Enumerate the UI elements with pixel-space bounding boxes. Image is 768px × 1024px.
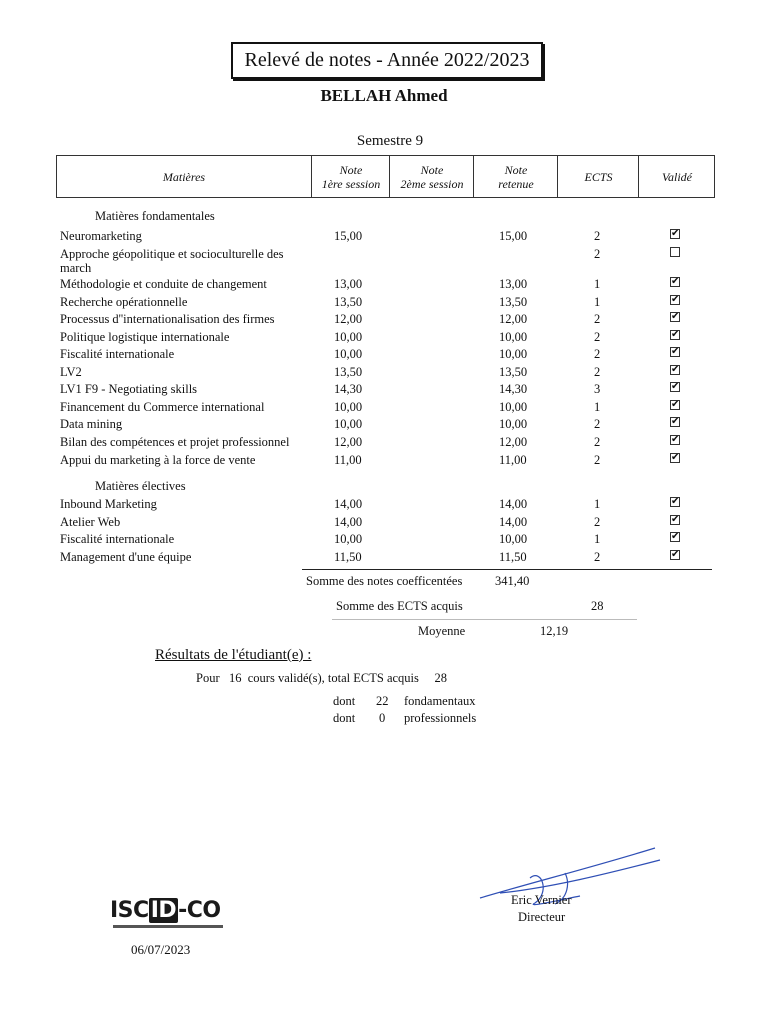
- moyenne-label: Moyenne: [418, 624, 466, 638]
- table-row: [0, 532, 768, 549]
- results-summary-line: Pour 16 cours validé(s), total ECTS acquis 28: [196, 671, 448, 685]
- moyenne-value: 12,19: [540, 624, 569, 638]
- ects-value: 1: [594, 400, 601, 414]
- note-1ere-session: 13,50: [334, 295, 363, 309]
- note-retenue: 12,00: [499, 435, 528, 449]
- section-electives: Matières électives: [95, 479, 186, 493]
- table-row: [0, 453, 768, 470]
- table-row: [0, 365, 768, 382]
- checked-checkbox-icon: ✔: [671, 416, 680, 427]
- note-retenue: 11,50: [499, 550, 527, 564]
- note-retenue: 10,00: [499, 400, 528, 414]
- checked-checkbox-icon: ✔: [671, 329, 680, 340]
- note-1ere-session: 15,00: [334, 229, 363, 243]
- ects-value: 1: [594, 532, 601, 546]
- header-ects: ECTS: [557, 156, 639, 197]
- note-1ere-session: 12,00: [334, 435, 363, 449]
- note-1ere-session: 10,00: [334, 400, 363, 414]
- ects-value: 2: [594, 550, 601, 564]
- note-retenue: 10,00: [499, 330, 528, 344]
- totals-divider: [302, 569, 712, 570]
- table-header: [56, 155, 715, 198]
- note-1ere-session: 11,00: [334, 453, 362, 467]
- checked-checkbox-icon: ✔: [671, 364, 680, 375]
- table-row: [0, 295, 768, 312]
- logo-tagline-bar: [113, 925, 223, 928]
- course-name: Financement du Commerce international: [60, 400, 265, 414]
- table-row: [0, 435, 768, 452]
- student-name: BELLAH Ahmed: [320, 86, 448, 105]
- header-note-retenue: Note retenue: [473, 156, 558, 197]
- note-1ere-session: 13,00: [334, 277, 363, 291]
- note-1ere-session: 12,00: [334, 312, 363, 326]
- course-name: Data mining: [60, 417, 123, 431]
- note-1ere-session: 13,50: [334, 365, 363, 379]
- checked-checkbox-icon: ✔: [671, 228, 680, 239]
- table-row: [0, 515, 768, 532]
- note-1ere-session: 10,00: [334, 417, 363, 431]
- table-row: [0, 347, 768, 364]
- table-row: [0, 330, 768, 347]
- signatory-role: Directeur: [518, 910, 566, 924]
- checked-checkbox-icon: ✔: [671, 514, 680, 525]
- course-name: Recherche opérationnelle: [60, 295, 188, 309]
- course-name: Bilan des compétences et projet professionnel: [60, 435, 290, 449]
- header-note-1ere-session: Note 1ère session: [311, 156, 390, 197]
- note-retenue: 14,00: [499, 515, 528, 529]
- iscid-co-logo: ISCID-CO: [110, 898, 221, 923]
- table-row: [0, 497, 768, 514]
- course-name: Neuromarketing: [60, 229, 142, 243]
- unchecked-checkbox-icon: [670, 247, 680, 257]
- fondamentaux-count: 22: [376, 694, 389, 708]
- ects-value: 2: [594, 312, 601, 326]
- note-1ere-session: 10,00: [334, 347, 363, 361]
- professionnels-count: 0: [379, 711, 386, 725]
- course-name: Appui du marketing à la force de vente: [60, 453, 256, 467]
- note-1ere-session: 14,30: [334, 382, 363, 396]
- checked-checkbox-icon: ✔: [671, 311, 680, 322]
- ects-value: 2: [594, 247, 601, 261]
- table-row: [0, 247, 768, 275]
- ects-value: 2: [594, 435, 601, 449]
- header-valide: Validé: [638, 156, 715, 197]
- ects-value: 1: [594, 277, 601, 291]
- ects-value: 2: [594, 515, 601, 529]
- note-retenue: 12,00: [499, 312, 528, 326]
- course-name: Management d'une équipe: [60, 550, 192, 564]
- checked-checkbox-icon: ✔: [671, 549, 680, 560]
- ects-divider: [332, 619, 637, 620]
- checked-checkbox-icon: ✔: [671, 399, 680, 410]
- note-retenue: 10,00: [499, 532, 528, 546]
- dont-fondamentaux-label: dont: [333, 694, 356, 708]
- course-name: Atelier Web: [60, 515, 121, 529]
- note-1ere-session: 10,00: [334, 330, 363, 344]
- checked-checkbox-icon: ✔: [671, 531, 680, 542]
- checked-checkbox-icon: ✔: [671, 294, 680, 305]
- note-1ere-session: 14,00: [334, 515, 363, 529]
- signature-image: [470, 838, 670, 928]
- document-date: 06/07/2023: [131, 942, 191, 957]
- fondamentaux-label: fondamentaux: [404, 694, 476, 708]
- checked-checkbox-icon: ✔: [671, 452, 680, 463]
- professionnels-label: professionnels: [404, 711, 477, 725]
- course-name: Fiscalité internationale: [60, 347, 175, 361]
- checked-checkbox-icon: ✔: [671, 434, 680, 445]
- semester-label: Semestre 9: [356, 133, 424, 149]
- note-retenue: 14,00: [499, 497, 528, 511]
- dont-professionnels-label: dont: [333, 711, 356, 725]
- note-retenue: 15,00: [499, 229, 528, 243]
- ects-value: 2: [594, 365, 601, 379]
- note-retenue: 13,50: [499, 295, 528, 309]
- checked-checkbox-icon: ✔: [671, 496, 680, 507]
- table-row: [0, 382, 768, 399]
- somme-notes-value: 341,40: [495, 574, 530, 588]
- ects-value: 2: [594, 453, 601, 467]
- course-name: Politique logistique internationale: [60, 330, 230, 344]
- header-note-2eme-session: Note 2ème session: [389, 156, 474, 197]
- note-retenue: 13,00: [499, 277, 528, 291]
- course-name: Approche géopolitique et socioculturelle des march: [60, 247, 284, 275]
- note-1ere-session: 14,00: [334, 497, 363, 511]
- somme-ects-label: Somme des ECTS acquis: [336, 599, 463, 613]
- ects-value: 1: [594, 497, 601, 511]
- somme-notes-label: Somme des notes coefficentées: [306, 574, 463, 588]
- note-retenue: 10,00: [499, 417, 528, 431]
- course-name: Fiscalité internationale: [60, 532, 175, 546]
- note-retenue: 10,00: [499, 347, 528, 361]
- note-retenue: 14,30: [499, 382, 528, 396]
- table-row: [0, 277, 768, 294]
- table-row: [0, 417, 768, 434]
- results-title: Résultats de l'étudiant(e) :: [155, 647, 312, 663]
- ects-value: 2: [594, 347, 601, 361]
- ects-value: 2: [594, 330, 601, 344]
- table-row: [0, 400, 768, 417]
- checked-checkbox-icon: ✔: [671, 276, 680, 287]
- ects-value: 1: [594, 295, 601, 309]
- checked-checkbox-icon: ✔: [671, 346, 680, 357]
- table-row: [0, 312, 768, 329]
- signatory-name: Eric Vernier: [511, 893, 572, 907]
- course-name: LV2: [60, 365, 82, 379]
- note-1ere-session: 11,50: [334, 550, 362, 564]
- document-title: Relevé de notes - Année 2022/2023: [231, 42, 543, 79]
- somme-ects-value: 28: [591, 599, 604, 613]
- ects-value: 3: [594, 382, 601, 396]
- note-retenue: 13,50: [499, 365, 528, 379]
- checked-checkbox-icon: ✔: [671, 381, 680, 392]
- note-retenue: 11,00: [499, 453, 527, 467]
- course-name: Méthodologie et conduite de changement: [60, 277, 267, 291]
- ects-value: 2: [594, 417, 601, 431]
- ects-value: 2: [594, 229, 601, 243]
- header-matieres: Matières: [162, 169, 206, 184]
- section-fondamentales: Matières fondamentales: [95, 209, 215, 223]
- table-row: [0, 229, 768, 246]
- table-row: [0, 550, 768, 567]
- course-name: Processus d''internationalisation des firmes: [60, 312, 275, 326]
- course-name: LV1 F9 - Negotiating skills: [60, 382, 198, 396]
- course-name: Inbound Marketing: [60, 497, 157, 511]
- note-1ere-session: 10,00: [334, 532, 363, 546]
